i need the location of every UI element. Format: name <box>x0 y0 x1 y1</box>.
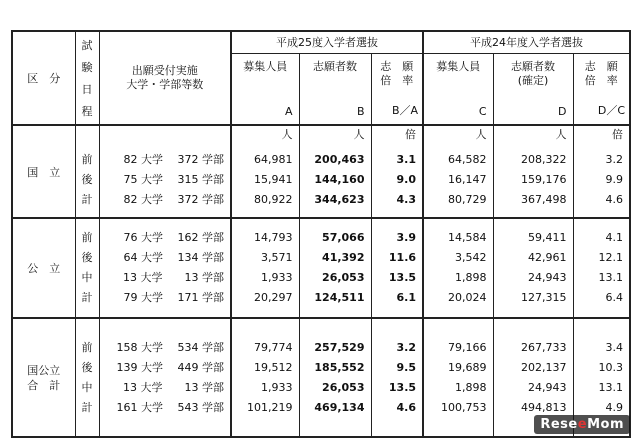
admissions-table <box>11 30 631 438</box>
col-b-values: 57,066 41,392 26,053 124,511 <box>299 218 371 318</box>
col-c-values: 64,582 16,147 80,729 <box>423 142 493 218</box>
unit-label: 倍 <box>371 125 423 142</box>
group-national-label: 国 立 <box>12 125 75 218</box>
univ-count-cell: 82 大学 372 学部 75 大学 315 学部 82 大学 372 学部 <box>99 142 231 218</box>
unit-label: 人 <box>299 125 371 142</box>
col-ba-values: 3.2 9.5 13.5 4.6 <box>371 318 423 437</box>
h24-title: 平成24年度入学者選抜 <box>423 31 630 53</box>
group-total-label: 国公立 合 計 <box>12 318 75 437</box>
col-dc-header: 志 願 倍 率 D／C <box>573 53 630 125</box>
schedule-cell: 前 後 中 計 <box>75 218 99 318</box>
col-b-header: 志願者数 B <box>299 53 371 125</box>
unit-label: 倍 <box>573 125 630 142</box>
col-b-values: 200,463 144,160 344,623 <box>299 142 371 218</box>
col-d-values: 208,322 159,176 367,498 <box>493 142 573 218</box>
col-c-header: 募集人員 C <box>423 53 493 125</box>
schedule-cell: 前 後 中 計 <box>75 318 99 437</box>
col-a-values: 79,774 19,512 1,933 101,219 <box>231 318 299 437</box>
univ-count-cell: 76 大学 162 学部 64 大学 134 学部 13 大学 13 学部 79 大学 171 学部 <box>99 218 231 318</box>
col-c-values: 14,584 3,542 1,898 20,024 <box>423 218 493 318</box>
unit-label: 人 <box>423 125 493 142</box>
col-a-values: 14,793 3,571 1,933 20,297 <box>231 218 299 318</box>
univ-count-header: 出願受付実施 大学・学部等数 <box>99 31 231 125</box>
group-public-label: 公 立 <box>12 218 75 318</box>
h25-title: 平成25度入学者選抜 <box>231 31 423 53</box>
col-b-values: 257,529 185,552 26,053 469,134 <box>299 318 371 437</box>
col-ba-values: 3.9 11.6 13.5 6.1 <box>371 218 423 318</box>
schedule-cell: 前 後 計 <box>75 142 99 218</box>
col-d-header: 志願者数 (確定) D <box>493 53 573 125</box>
col-d-values: 267,733 202,137 24,943 494,813 <box>493 318 573 437</box>
resemom-watermark-logo: ReseeMom <box>534 415 630 434</box>
col-dc-values: 3.4 10.3 13.1 4.9 <box>573 318 630 437</box>
col-ba-header: 志 願 倍 率 B／A <box>371 53 423 125</box>
col-ba-values: 3.1 9.0 4.3 <box>371 142 423 218</box>
unit-label: 人 <box>231 125 299 142</box>
unit-label: 人 <box>493 125 573 142</box>
col-dc-values: 4.1 12.1 13.1 6.4 <box>573 218 630 318</box>
col-a-values: 64,981 15,941 80,922 <box>231 142 299 218</box>
col-c-values: 79,166 19,689 1,898 100,753 <box>423 318 493 437</box>
schedule-header: 試 験 日 程 <box>75 31 99 125</box>
univ-count-cell: 158 大学 534 学部 139 大学 449 学部 13 大学 13 学部 161 大学 543 学部 <box>99 318 231 437</box>
kubun-header: 区 分 <box>12 31 75 125</box>
col-dc-values: 3.2 9.9 4.6 <box>573 142 630 218</box>
col-d-values: 59,411 42,961 24,943 127,315 <box>493 218 573 318</box>
col-a-header: 募集人員 A <box>231 53 299 125</box>
